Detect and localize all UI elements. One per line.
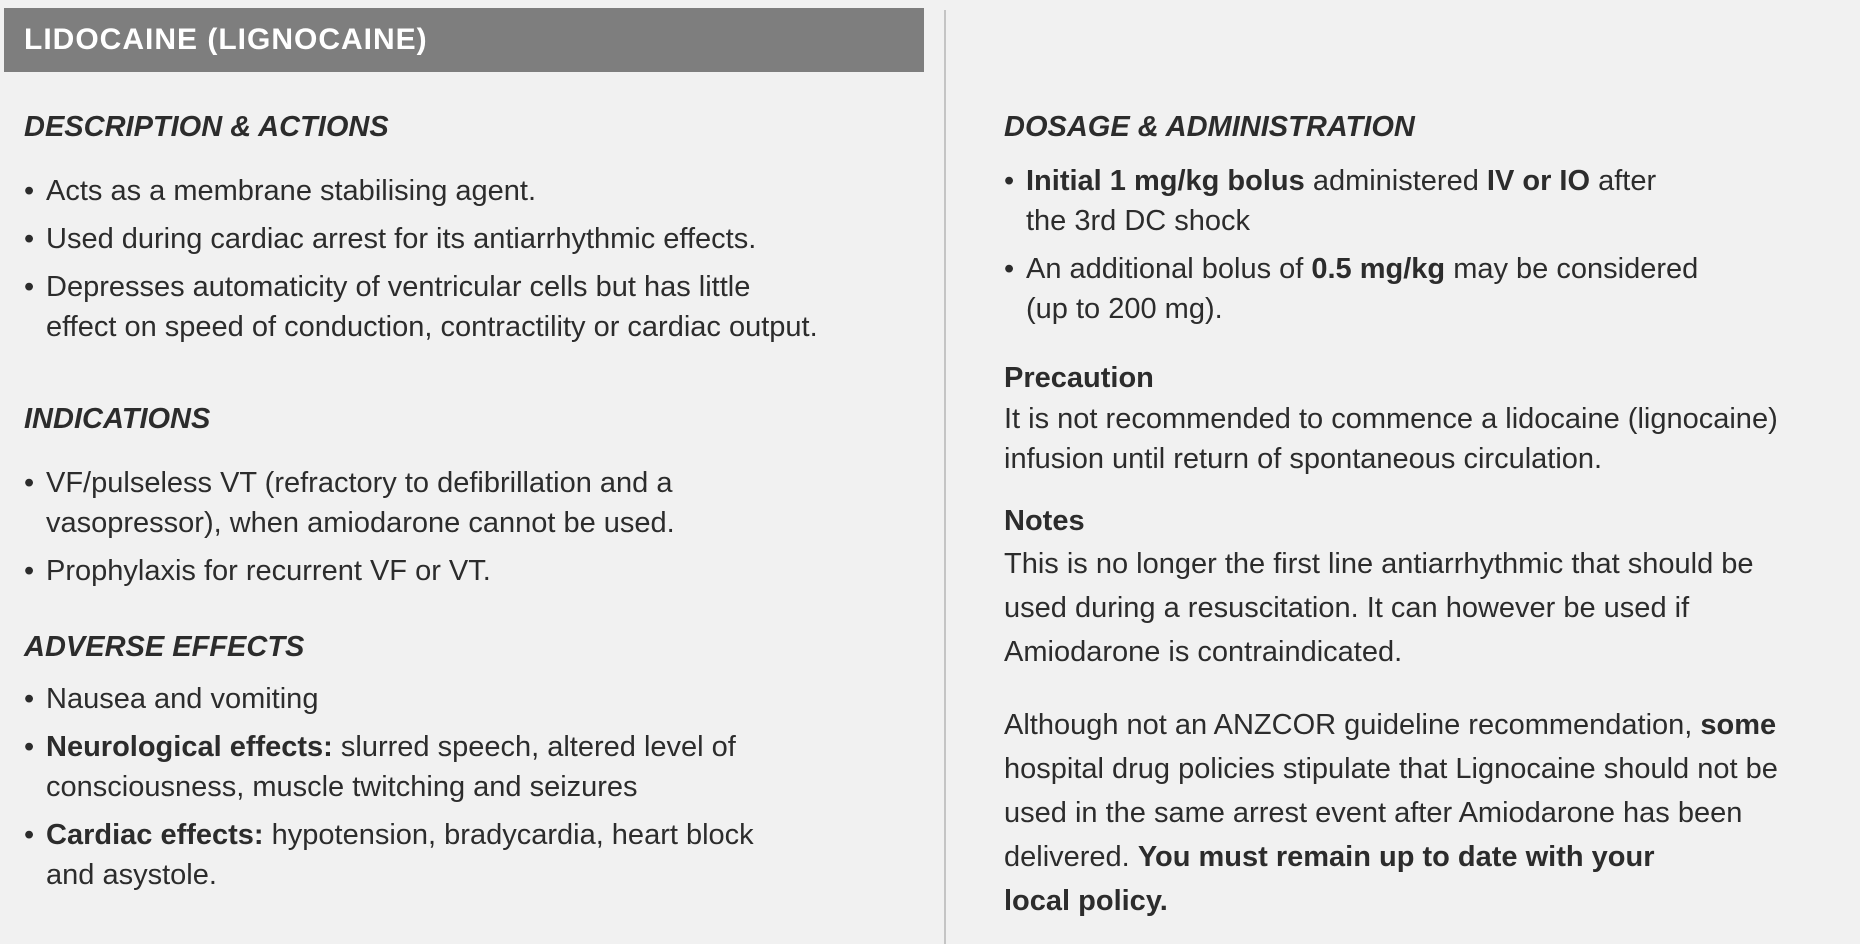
- notes-heading: Notes: [1004, 505, 1085, 537]
- indications-list: [24, 463, 924, 599]
- dosage-list: [1004, 161, 1854, 337]
- description-list: [24, 171, 924, 355]
- list-item: • Prophylaxis for recurrent VF or VT.: [24, 551, 924, 591]
- adverse-effects-list: [24, 679, 924, 903]
- page-title: LIDOCAINE (LIGNOCAINE): [4, 8, 924, 72]
- list-item: • Depresses automaticity of ventricular cells but has little effect on speed of conduction, contractility or cardiac output.: [24, 267, 924, 347]
- adverse-effects-heading: ADVERSE EFFECTS: [24, 631, 305, 663]
- list-item: • Initial 1 mg/kg bolus administered IV or IO after the 3rd DC shock: [1004, 161, 1854, 241]
- list-item: • An additional bolus of 0.5 mg/kg may be considered (up to 200 mg).: [1004, 249, 1854, 329]
- description-heading: DESCRIPTION & ACTIONS: [24, 111, 389, 143]
- right-column: [1004, 0, 1854, 944]
- list-item: • Neurological effects: slurred speech, altered level of consciousness, muscle twitching and seizures: [24, 727, 924, 807]
- indications-heading: INDICATIONS: [24, 403, 211, 435]
- list-item: • Nausea and vomiting: [24, 679, 924, 719]
- precaution-text: It is not recommended to commence a lidocaine (lignocaine) infusion until return of spontaneous circulation.: [1004, 403, 1778, 475]
- list-item: • VF/pulseless VT (refractory to defibrillation and a vasopressor), when amiodarone cannot be used.: [24, 463, 924, 543]
- policy-text: Although not an ANZCOR guideline recommendation, some hospital drug policies stipulate that Lignocaine should not be used in the same arrest event after Amiodarone has been delivered. You must remain up to date with your local policy.: [1004, 709, 1778, 917]
- notes-text: This is no longer the first line antiarrhythmic that should be used during a resuscitation. It can however be used if Amiodarone is contraindicated.: [1004, 548, 1754, 668]
- precaution-heading: Precaution: [1004, 362, 1154, 394]
- list-item: • Used during cardiac arrest for its antiarrhythmic effects.: [24, 219, 924, 259]
- dosage-heading: DOSAGE & ADMINISTRATION: [1004, 111, 1415, 143]
- list-item: • Cardiac effects: hypotension, bradycardia, heart block and asystole.: [24, 815, 924, 895]
- column-divider: [944, 10, 946, 944]
- list-item: • Acts as a membrane stabilising agent.: [24, 171, 924, 211]
